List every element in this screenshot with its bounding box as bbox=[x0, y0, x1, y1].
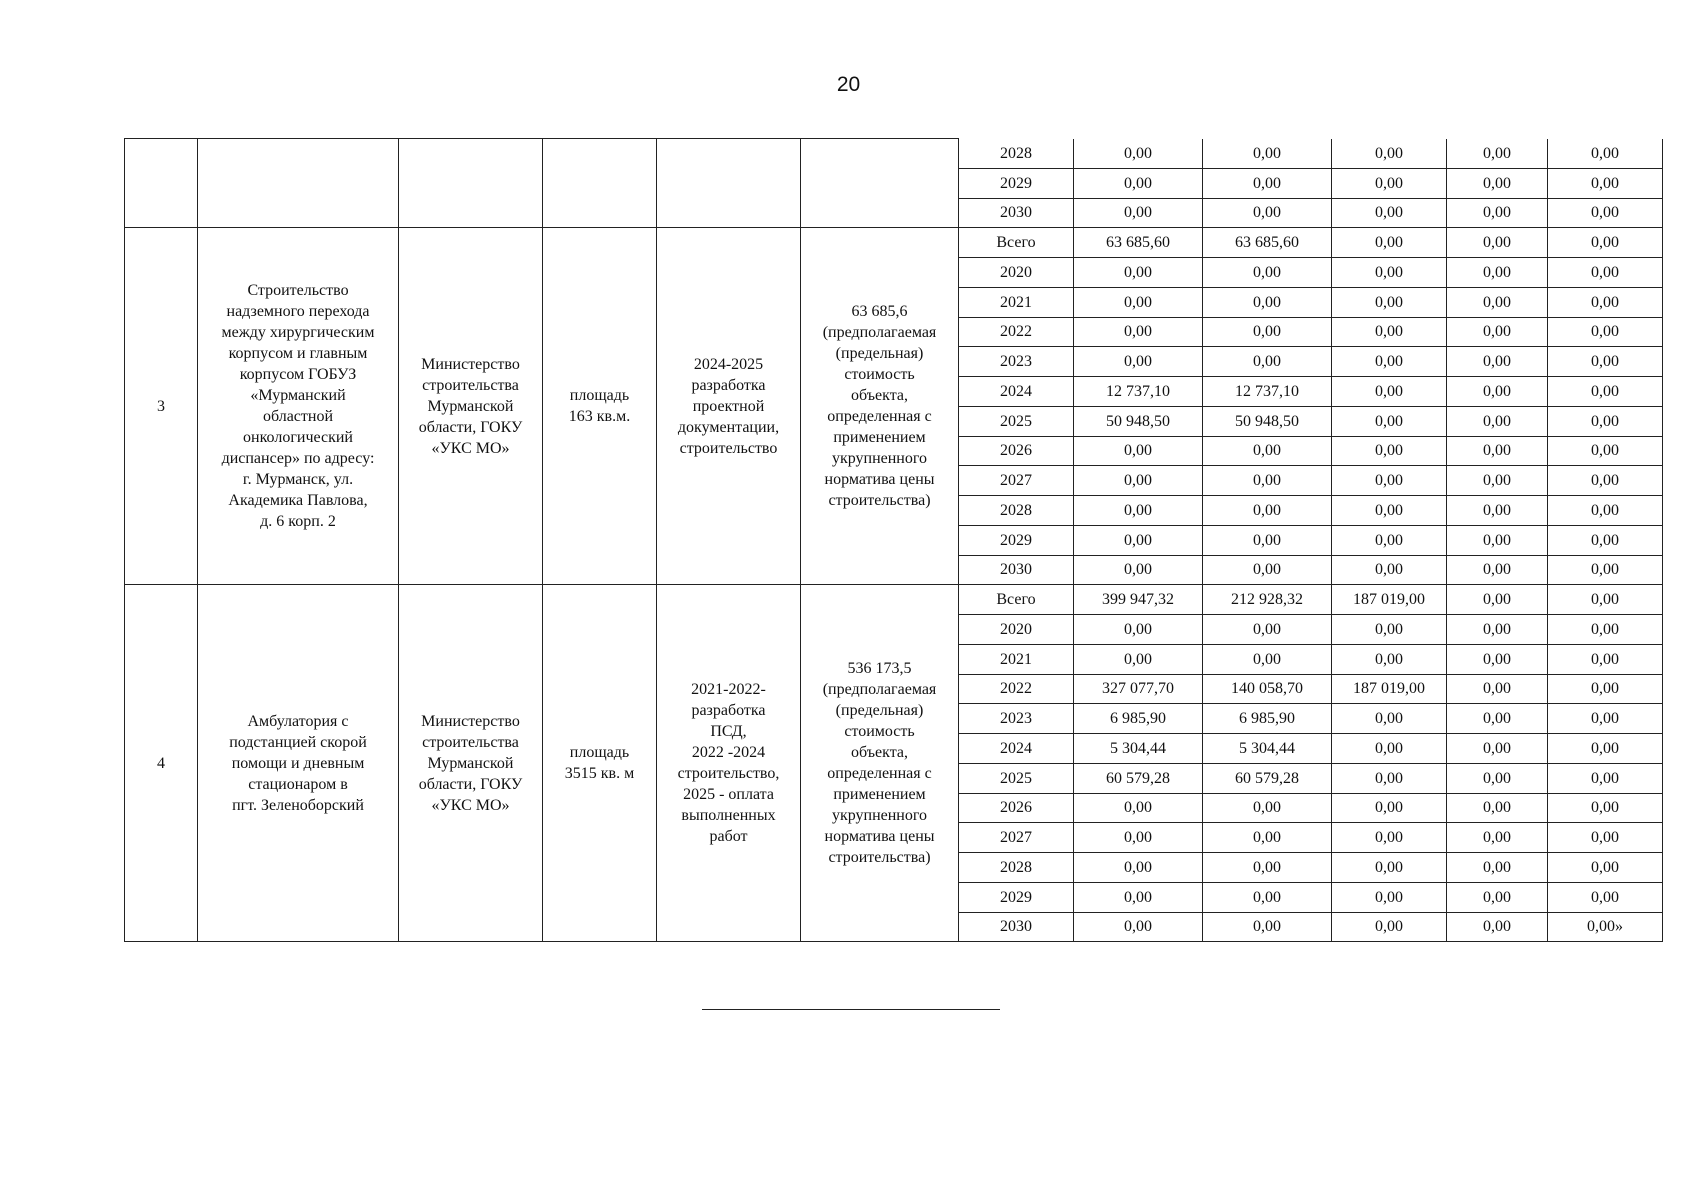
amount-cell: 0,00 bbox=[1332, 377, 1447, 407]
amount-cell: 0,00 bbox=[1332, 853, 1447, 883]
capacity-cell: площадь 163 кв.м. bbox=[543, 228, 657, 585]
amount-cell: 63 685,60 bbox=[1074, 228, 1203, 258]
amount-cell: 0,00 bbox=[1332, 763, 1447, 793]
year-cell: 2030 bbox=[959, 198, 1074, 228]
amount-cell: 0,00 bbox=[1548, 258, 1663, 288]
object-name-cell: Амбулатория с подстанцией скорой помощи и дневным стационаром в пгт. Зеленоборский bbox=[198, 585, 399, 942]
amount-cell: 0,00 bbox=[1447, 406, 1548, 436]
amount-cell: 0,00 bbox=[1074, 525, 1203, 555]
page-number: 20 bbox=[836, 73, 861, 96]
amount-cell: 0,00 bbox=[1074, 258, 1203, 288]
amount-cell: 0,00 bbox=[1548, 466, 1663, 496]
amount-cell: 0,00 bbox=[1203, 823, 1332, 853]
object-name-cell: Строительство надземного перехода между хирургическим корпусом и главным корпусом ГОБУЗ «Мурманский областной онкологический диспансер» по адресу: г. Мурманск, ул. Академика Павлова, д. 6 корп. 2 bbox=[198, 228, 399, 585]
amount-cell: 0,00 bbox=[1332, 168, 1447, 198]
amount-cell: 0,00 bbox=[1074, 139, 1203, 169]
amount-cell: 0,00 bbox=[1074, 287, 1203, 317]
customer-cell: Министерство строительства Мурманской области, ГОКУ «УКС МО» bbox=[399, 228, 543, 585]
amount-cell: 0,00 bbox=[1447, 853, 1548, 883]
table-row bbox=[125, 228, 1663, 258]
amount-cell: 0,00 bbox=[1203, 139, 1332, 169]
year-cell: 2024 bbox=[959, 377, 1074, 407]
amount-cell: 0,00 bbox=[1203, 168, 1332, 198]
amount-cell: 0,00 bbox=[1548, 853, 1663, 883]
amount-cell: 0,00 bbox=[1548, 644, 1663, 674]
amount-cell: 0,00» bbox=[1548, 912, 1663, 942]
amount-cell: 0,00 bbox=[1548, 615, 1663, 645]
amount-cell: 0,00 bbox=[1447, 466, 1548, 496]
period-cell: 2024-2025 разработка проектной документации, строительство bbox=[657, 228, 801, 585]
amount-cell: 0,00 bbox=[1548, 763, 1663, 793]
amount-cell: 0,00 bbox=[1447, 644, 1548, 674]
year-cell: 2020 bbox=[959, 615, 1074, 645]
amount-cell: 0,00 bbox=[1074, 436, 1203, 466]
amount-cell: 0,00 bbox=[1203, 466, 1332, 496]
investment-objects-table bbox=[124, 138, 1663, 942]
year-cell: 2024 bbox=[959, 734, 1074, 764]
amount-cell: 0,00 bbox=[1447, 228, 1548, 258]
amount-cell: 212 928,32 bbox=[1203, 585, 1332, 615]
amount-cell: 0,00 bbox=[1332, 317, 1447, 347]
amount-cell: 60 579,28 bbox=[1203, 763, 1332, 793]
amount-cell: 0,00 bbox=[1447, 793, 1548, 823]
year-cell: 2022 bbox=[959, 317, 1074, 347]
capacity-cell: площадь 3515 кв. м bbox=[543, 585, 657, 942]
amount-cell: 0,00 bbox=[1074, 347, 1203, 377]
year-cell: 2026 bbox=[959, 793, 1074, 823]
estimated-cost-cell: 63 685,6 (предполагаемая (предельная) стоимость объекта, определенная с применением укрупненного норматива цены строительства) bbox=[801, 228, 959, 585]
customer-cell: Министерство строительства Мурманской области, ГОКУ «УКС МО» bbox=[399, 585, 543, 942]
amount-cell: 0,00 bbox=[1332, 823, 1447, 853]
amount-cell: 0,00 bbox=[1447, 377, 1548, 407]
amount-cell: 0,00 bbox=[1447, 704, 1548, 734]
amount-cell: 0,00 bbox=[1548, 228, 1663, 258]
amount-cell: 0,00 bbox=[1548, 734, 1663, 764]
year-cell: 2021 bbox=[959, 287, 1074, 317]
table-row bbox=[125, 585, 1663, 615]
amount-cell: 0,00 bbox=[1447, 555, 1548, 585]
year-cell: Всего bbox=[959, 585, 1074, 615]
amount-cell: 0,00 bbox=[1548, 139, 1663, 169]
amount-cell: 327 077,70 bbox=[1074, 674, 1203, 704]
amount-cell: 0,00 bbox=[1447, 258, 1548, 288]
amount-cell: 0,00 bbox=[1203, 198, 1332, 228]
amount-cell: 0,00 bbox=[1332, 912, 1447, 942]
amount-cell: 0,00 bbox=[1074, 793, 1203, 823]
amount-cell: 0,00 bbox=[1203, 615, 1332, 645]
amount-cell: 0,00 bbox=[1074, 198, 1203, 228]
amount-cell: 6 985,90 bbox=[1203, 704, 1332, 734]
amount-cell: 0,00 bbox=[1203, 644, 1332, 674]
amount-cell: 0,00 bbox=[1548, 555, 1663, 585]
amount-cell: 140 058,70 bbox=[1203, 674, 1332, 704]
amount-cell: 0,00 bbox=[1203, 882, 1332, 912]
amount-cell: 187 019,00 bbox=[1332, 585, 1447, 615]
year-cell: Всего bbox=[959, 228, 1074, 258]
amount-cell: 0,00 bbox=[1447, 317, 1548, 347]
year-cell: 2029 bbox=[959, 882, 1074, 912]
table-row bbox=[125, 139, 1663, 169]
amount-cell: 0,00 bbox=[1074, 823, 1203, 853]
amount-cell: 0,00 bbox=[1332, 734, 1447, 764]
amount-cell: 0,00 bbox=[1332, 287, 1447, 317]
amount-cell: 0,00 bbox=[1548, 198, 1663, 228]
empty-merged-cell bbox=[543, 139, 657, 228]
year-cell: 2028 bbox=[959, 853, 1074, 883]
amount-cell: 0,00 bbox=[1548, 436, 1663, 466]
amount-cell: 0,00 bbox=[1447, 287, 1548, 317]
amount-cell: 0,00 bbox=[1074, 853, 1203, 883]
year-cell: 2027 bbox=[959, 823, 1074, 853]
year-cell: 2021 bbox=[959, 644, 1074, 674]
amount-cell: 5 304,44 bbox=[1074, 734, 1203, 764]
amount-cell: 0,00 bbox=[1548, 406, 1663, 436]
amount-cell: 12 737,10 bbox=[1203, 377, 1332, 407]
amount-cell: 0,00 bbox=[1447, 674, 1548, 704]
amount-cell: 0,00 bbox=[1332, 704, 1447, 734]
amount-cell: 50 948,50 bbox=[1203, 406, 1332, 436]
amount-cell: 0,00 bbox=[1447, 168, 1548, 198]
year-cell: 2029 bbox=[959, 168, 1074, 198]
amount-cell: 0,00 bbox=[1332, 615, 1447, 645]
amount-cell: 0,00 bbox=[1447, 585, 1548, 615]
amount-cell: 0,00 bbox=[1447, 823, 1548, 853]
amount-cell: 0,00 bbox=[1548, 287, 1663, 317]
amount-cell: 0,00 bbox=[1548, 793, 1663, 823]
amount-cell: 0,00 bbox=[1074, 912, 1203, 942]
amount-cell: 0,00 bbox=[1548, 585, 1663, 615]
amount-cell: 0,00 bbox=[1548, 525, 1663, 555]
empty-merged-cell bbox=[801, 139, 959, 228]
amount-cell: 0,00 bbox=[1548, 317, 1663, 347]
amount-cell: 0,00 bbox=[1203, 496, 1332, 526]
amount-cell: 187 019,00 bbox=[1332, 674, 1447, 704]
amount-cell: 0,00 bbox=[1447, 615, 1548, 645]
amount-cell: 0,00 bbox=[1332, 436, 1447, 466]
year-cell: 2027 bbox=[959, 466, 1074, 496]
amount-cell: 0,00 bbox=[1332, 882, 1447, 912]
amount-cell: 0,00 bbox=[1332, 198, 1447, 228]
amount-cell: 0,00 bbox=[1074, 496, 1203, 526]
amount-cell: 0,00 bbox=[1447, 198, 1548, 228]
amount-cell: 0,00 bbox=[1447, 436, 1548, 466]
amount-cell: 0,00 bbox=[1074, 466, 1203, 496]
object-number-cell: 4 bbox=[125, 585, 198, 942]
amount-cell: 0,00 bbox=[1074, 882, 1203, 912]
amount-cell: 12 737,10 bbox=[1074, 377, 1203, 407]
amount-cell: 0,00 bbox=[1332, 496, 1447, 526]
amount-cell: 0,00 bbox=[1074, 644, 1203, 674]
year-cell: 2023 bbox=[959, 347, 1074, 377]
amount-cell: 0,00 bbox=[1447, 347, 1548, 377]
year-cell: 2022 bbox=[959, 674, 1074, 704]
amount-cell: 0,00 bbox=[1447, 882, 1548, 912]
amount-cell: 0,00 bbox=[1447, 734, 1548, 764]
empty-merged-cell bbox=[198, 139, 399, 228]
year-cell: 2023 bbox=[959, 704, 1074, 734]
empty-merged-cell bbox=[657, 139, 801, 228]
amount-cell: 0,00 bbox=[1332, 347, 1447, 377]
amount-cell: 0,00 bbox=[1548, 823, 1663, 853]
amount-cell: 0,00 bbox=[1447, 525, 1548, 555]
amount-cell: 50 948,50 bbox=[1074, 406, 1203, 436]
amount-cell: 0,00 bbox=[1074, 168, 1203, 198]
amount-cell: 0,00 bbox=[1332, 466, 1447, 496]
amount-cell: 0,00 bbox=[1332, 406, 1447, 436]
amount-cell: 0,00 bbox=[1074, 615, 1203, 645]
empty-merged-cell bbox=[399, 139, 543, 228]
amount-cell: 0,00 bbox=[1203, 258, 1332, 288]
amount-cell: 0,00 bbox=[1203, 525, 1332, 555]
year-cell: 2028 bbox=[959, 139, 1074, 169]
amount-cell: 0,00 bbox=[1548, 168, 1663, 198]
year-cell: 2025 bbox=[959, 763, 1074, 793]
amount-cell: 399 947,32 bbox=[1074, 585, 1203, 615]
amount-cell: 0,00 bbox=[1548, 347, 1663, 377]
amount-cell: 0,00 bbox=[1548, 496, 1663, 526]
amount-cell: 0,00 bbox=[1332, 644, 1447, 674]
amount-cell: 0,00 bbox=[1203, 793, 1332, 823]
amount-cell: 63 685,60 bbox=[1203, 228, 1332, 258]
year-cell: 2028 bbox=[959, 496, 1074, 526]
amount-cell: 0,00 bbox=[1203, 555, 1332, 585]
amount-cell: 0,00 bbox=[1548, 704, 1663, 734]
empty-merged-cell bbox=[125, 139, 198, 228]
year-cell: 2020 bbox=[959, 258, 1074, 288]
amount-cell: 0,00 bbox=[1447, 496, 1548, 526]
amount-cell: 0,00 bbox=[1332, 525, 1447, 555]
amount-cell: 0,00 bbox=[1447, 763, 1548, 793]
amount-cell: 0,00 bbox=[1332, 258, 1447, 288]
period-cell: 2021-2022- разработка ПСД, 2022 -2024 строительство, 2025 - оплата выполненных работ bbox=[657, 585, 801, 942]
object-number-cell: 3 bbox=[125, 228, 198, 585]
amount-cell: 0,00 bbox=[1447, 912, 1548, 942]
amount-cell: 0,00 bbox=[1074, 555, 1203, 585]
amount-cell: 0,00 bbox=[1332, 228, 1447, 258]
year-cell: 2029 bbox=[959, 525, 1074, 555]
year-cell: 2030 bbox=[959, 555, 1074, 585]
year-cell: 2030 bbox=[959, 912, 1074, 942]
amount-cell: 0,00 bbox=[1548, 674, 1663, 704]
amount-cell: 60 579,28 bbox=[1074, 763, 1203, 793]
amount-cell: 0,00 bbox=[1548, 377, 1663, 407]
footer-separator-line bbox=[702, 1009, 1000, 1010]
amount-cell: 0,00 bbox=[1332, 555, 1447, 585]
amount-cell: 0,00 bbox=[1332, 139, 1447, 169]
amount-cell: 0,00 bbox=[1203, 912, 1332, 942]
amount-cell: 0,00 bbox=[1447, 139, 1548, 169]
amount-cell: 5 304,44 bbox=[1203, 734, 1332, 764]
year-cell: 2026 bbox=[959, 436, 1074, 466]
amount-cell: 0,00 bbox=[1203, 287, 1332, 317]
amount-cell: 0,00 bbox=[1203, 436, 1332, 466]
amount-cell: 0,00 bbox=[1203, 853, 1332, 883]
amount-cell: 0,00 bbox=[1203, 347, 1332, 377]
amount-cell: 0,00 bbox=[1074, 317, 1203, 347]
amount-cell: 6 985,90 bbox=[1074, 704, 1203, 734]
year-cell: 2025 bbox=[959, 406, 1074, 436]
amount-cell: 0,00 bbox=[1332, 793, 1447, 823]
amount-cell: 0,00 bbox=[1548, 882, 1663, 912]
estimated-cost-cell: 536 173,5 (предполагаемая (предельная) стоимость объекта, определенная с применением укрупненного норматива цены строительства) bbox=[801, 585, 959, 942]
amount-cell: 0,00 bbox=[1203, 317, 1332, 347]
